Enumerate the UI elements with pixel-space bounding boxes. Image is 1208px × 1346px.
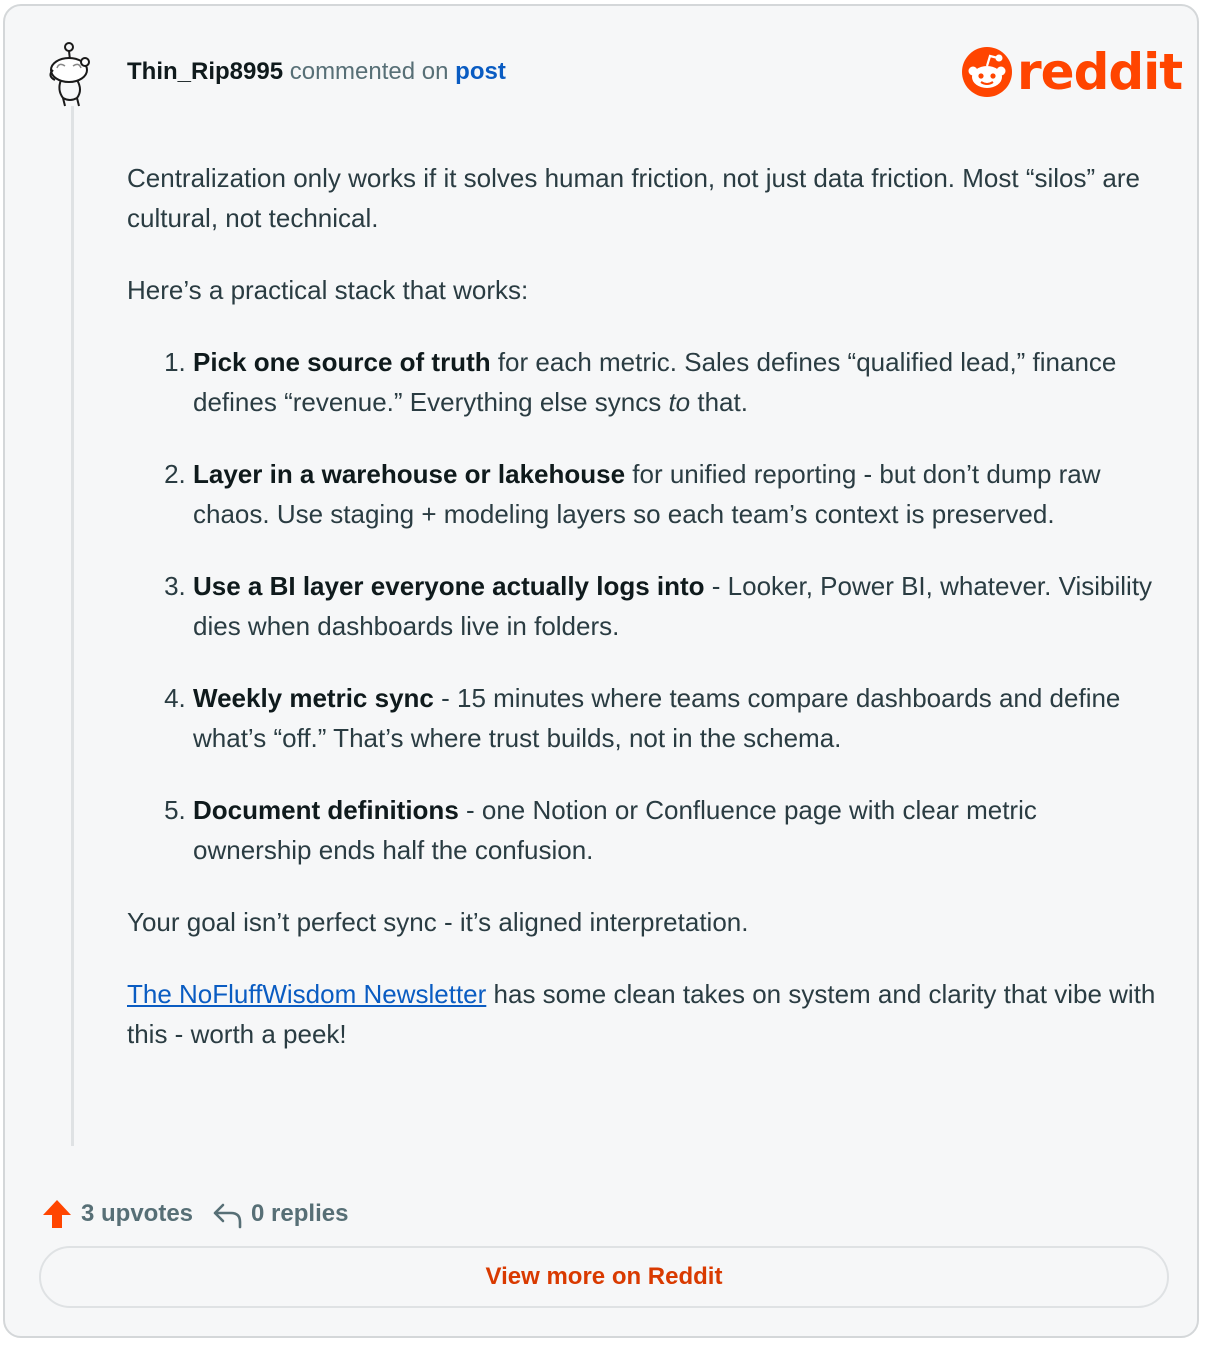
list-item-title: Weekly metric sync bbox=[193, 683, 434, 713]
comment-card bbox=[3, 4, 1199, 1338]
view-more-button[interactable]: View more on Reddit bbox=[39, 1246, 1169, 1308]
comment-header bbox=[127, 58, 506, 86]
comment-body bbox=[127, 158, 1157, 1086]
list-item-title: Pick one source of truth bbox=[193, 347, 491, 377]
snoo-avatar-icon bbox=[43, 40, 101, 108]
reddit-snoo-icon bbox=[961, 46, 1013, 98]
list-item: 4. Weekly metric sync - 15 minutes where teams compare dashboards and define what’s “off.” That’s where trust builds, not in the schema. bbox=[193, 678, 1157, 758]
upvote-arrow-icon[interactable] bbox=[41, 1198, 73, 1230]
list-item-title: Layer in a warehouse or lakehouse bbox=[193, 459, 626, 489]
username[interactable]: Thin_Rip8995 bbox=[127, 58, 284, 85]
upvote-count: 3 upvotes bbox=[81, 1200, 194, 1227]
reddit-logo[interactable] bbox=[961, 43, 1183, 101]
post-link[interactable]: post bbox=[455, 58, 506, 85]
comment-footer bbox=[41, 1198, 366, 1230]
list-item-title: Document definitions bbox=[193, 795, 459, 825]
newsletter-link[interactable]: The NoFluffWisdom Newsletter bbox=[127, 979, 487, 1009]
intro-paragraph: Centralization only works if it solves human friction, not just data friction. Most “silos” are cultural, not technical. bbox=[127, 163, 1140, 233]
stack-intro: Here’s a practical stack that works: bbox=[127, 275, 529, 305]
thread-line bbox=[71, 106, 74, 1146]
list-item: 3. Use a BI layer everyone actually logs into - Looker, Power BI, whatever. Visibility dies when dashboards live in folders. bbox=[193, 566, 1157, 646]
reddit-wordmark: reddit bbox=[1017, 43, 1183, 101]
reply-count: 0 replies bbox=[251, 1200, 349, 1227]
newsletter-paragraph: The NoFluffWisdom Newsletter has some clean takes on system and clarity that vibe with this - worth a peek! bbox=[127, 979, 1156, 1049]
user-avatar[interactable] bbox=[43, 40, 101, 108]
list-item: 2. Layer in a warehouse or lakehouse for unified reporting - but don’t dump raw chaos. Use staging + modeling layers so each team’s context is preserved. bbox=[193, 454, 1157, 534]
action-text: commented on bbox=[289, 58, 449, 85]
list-item: 5. Document definitions - one Notion or Confluence page with clear metric ownership ends half the confusion. bbox=[193, 790, 1157, 870]
goal-paragraph: Your goal isn’t perfect sync - it’s aligned interpretation. bbox=[127, 907, 749, 937]
stack-list bbox=[127, 342, 1157, 870]
list-item: 1. Pick one source of truth for each metric. Sales defines “qualified lead,” finance defines “revenue.” Everything else syncs to that. bbox=[193, 342, 1157, 422]
reply-icon[interactable] bbox=[211, 1198, 243, 1230]
list-item-title: Use a BI layer everyone actually logs into bbox=[193, 571, 705, 601]
